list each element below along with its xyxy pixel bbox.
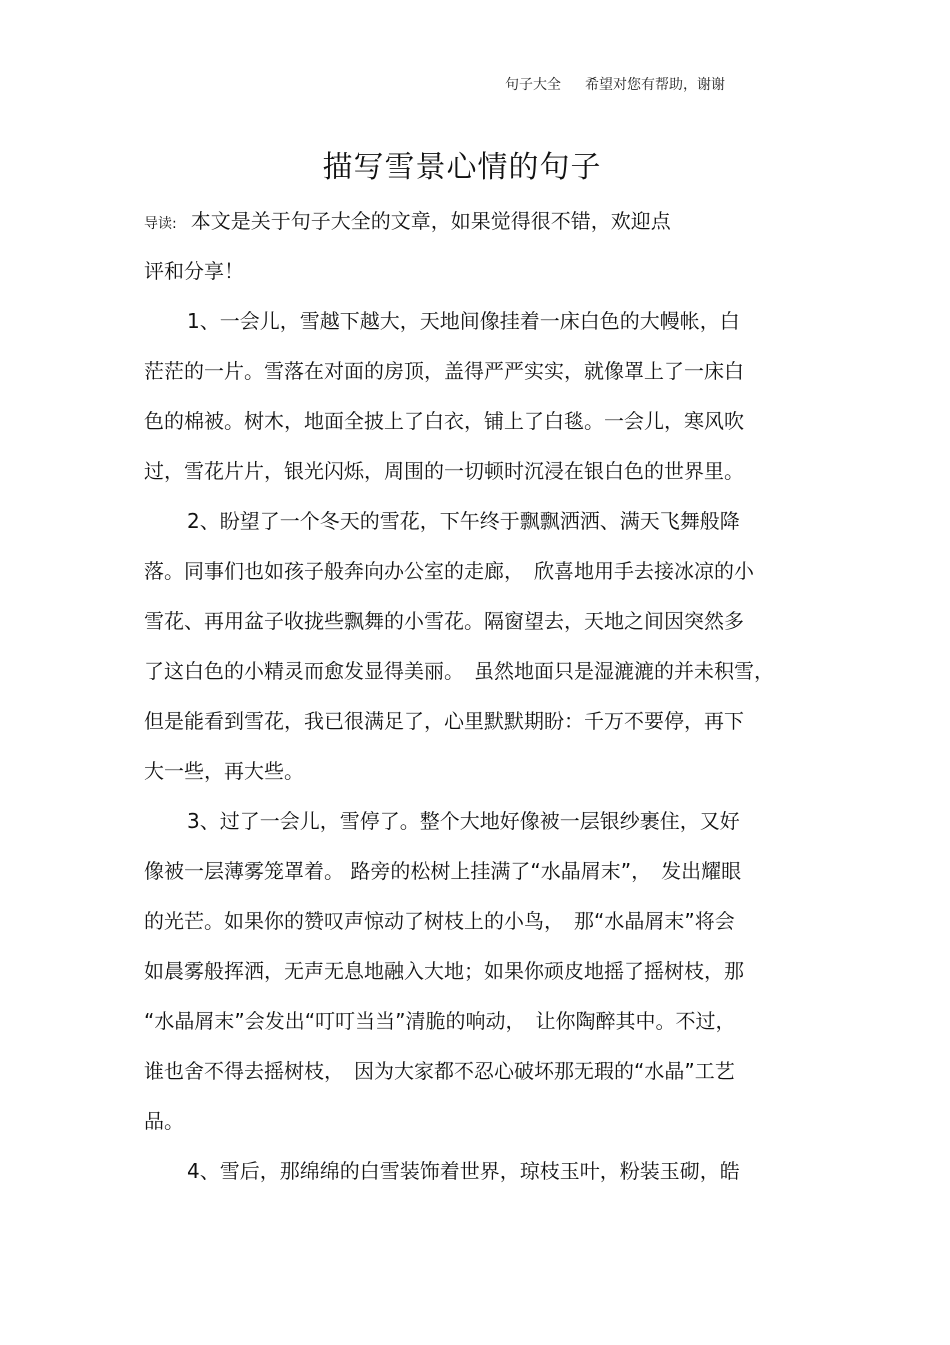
paragraph-line: 3、过了一会儿，雪停了。整个大地好像被一层银纱裹住，又好: [187, 809, 740, 833]
paragraph-line: 了这白色的小精灵而愈发显得美丽。 虽然地面只是湿漉漉的并未积雪，: [144, 659, 774, 683]
paragraph-line: 2、盼望了一个冬天的雪花，下午终于飘飘洒洒、满天飞舞般降: [187, 509, 740, 533]
paragraph-line: 大一些，再大些。: [144, 759, 304, 783]
paragraph-line: “水晶屑末”会发出“叮叮当当”清脆的响动， 让你陶醉其中。不过，: [144, 1009, 736, 1033]
paragraph-line: 但是能看到雪花，我已很满足了，心里默默期盼：千万不要停，再下: [144, 709, 744, 733]
header-site: 句子大全: [505, 77, 561, 93]
header-slogan: 希望对您有帮助，谢谢: [585, 77, 725, 93]
paragraph-line: 过，雪花片片，银光闪烁，周围的一切顿时沉浸在银白色的世界里。: [144, 459, 744, 483]
paragraph-line: 品。: [144, 1109, 184, 1133]
document-title: 描写雪景心情的句子: [322, 150, 602, 185]
paragraph-line: 雪花、再用盆子收拢些飘舞的小雪花。隔窗望去，天地之间因突然多: [144, 609, 744, 633]
paragraph-line: 色的棉被。树木，地面全披上了白衣，铺上了白毯。一会儿，寒风吹: [144, 409, 744, 433]
intro-line: 评和分享！: [144, 259, 244, 283]
paragraph-line: 1、一会儿，雪越下越大，天地间像挂着一床白色的大幔帐，白: [187, 309, 740, 333]
document-body: [144, 196, 809, 1196]
paragraph-line: 落。同事们也如孩子般奔向办公室的走廊， 欣喜地用手去接冰凉的小: [144, 559, 754, 583]
paragraph-line: 4、雪后，那绵绵的白雪装饰着世界，琼枝玉叶，粉装玉砌，皓: [187, 1159, 740, 1183]
paragraph-line: 的光芒。如果你的赞叹声惊动了树枝上的小鸟， 那“水晶屑末”将会: [144, 909, 735, 933]
page-header: [505, 74, 725, 94]
paragraph-line: 茫茫的一片。雪落在对面的房顶，盖得严严实实，就像罩上了一床白: [144, 359, 744, 383]
paragraph-line: 谁也舍不得去摇树枝， 因为大家都不忍心破坏那无瑕的“水晶”工艺: [144, 1059, 735, 1083]
intro-line: [144, 196, 809, 246]
paragraph-line: 如晨雾般挥洒，无声无息地融入大地；如果你顽皮地摇了摇树枝，那: [144, 959, 744, 983]
paragraph-line: 像被一层薄雾笼罩着。 路旁的松树上挂满了“水晶屑末”， 发出耀眼: [144, 859, 742, 883]
intro-text: 本文是关于句子大全的文章，如果觉得很不错，欢迎点: [190, 209, 671, 233]
intro-label: 导读:: [144, 216, 177, 232]
